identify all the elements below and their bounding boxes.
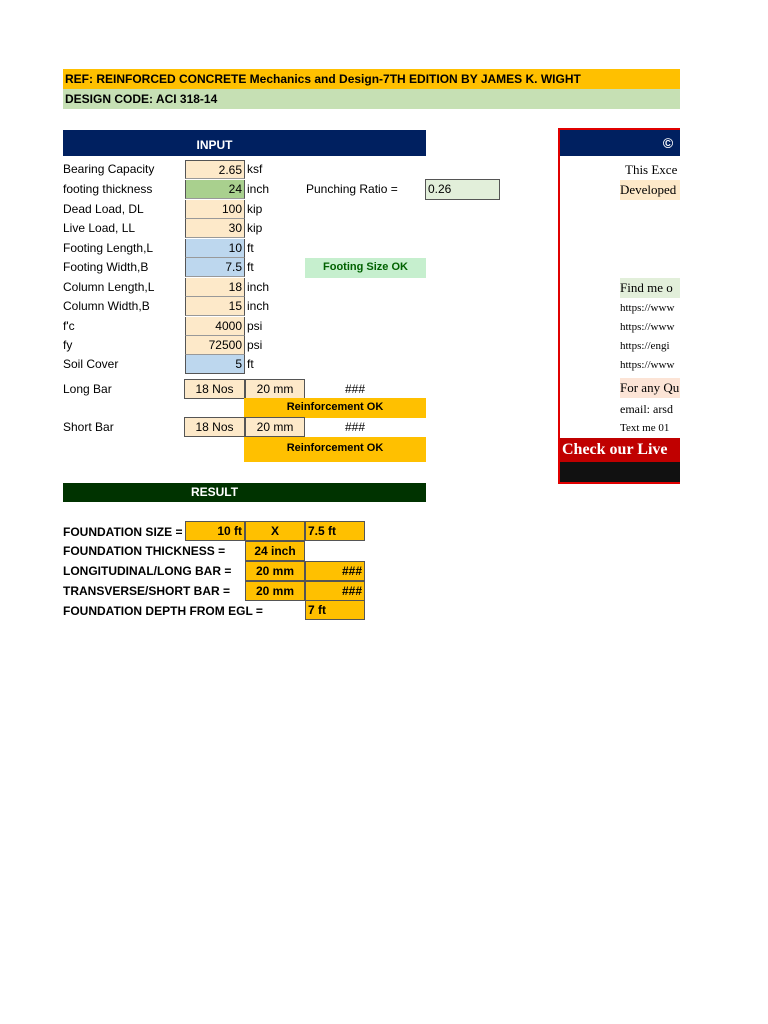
short-bar-diameter[interactable]: 20 mm	[245, 417, 305, 437]
input-value[interactable]: 100	[185, 200, 245, 219]
reference-banner	[63, 69, 680, 89]
input-label: Column Width,B	[63, 299, 150, 313]
input-label: Dead Load, DL	[63, 202, 144, 216]
input-value[interactable]: 30	[185, 219, 245, 238]
input-unit: ksf	[247, 162, 263, 176]
foundation-thickness-label: FOUNDATION THICKNESS =	[63, 544, 226, 558]
input-value[interactable]: 4000	[185, 317, 245, 336]
input-label: Column Length,L	[63, 280, 155, 294]
foundation-depth-label: FOUNDATION DEPTH FROM EGL =	[63, 604, 263, 618]
input-unit: inch	[247, 299, 270, 313]
copyright-icon: ©	[662, 135, 674, 151]
input-value[interactable]: 24	[185, 180, 245, 199]
input-unit: psi	[247, 319, 263, 333]
result-section-header	[63, 483, 426, 502]
input-label: Soil Cover	[63, 357, 119, 371]
input-value[interactable]: 2.65	[185, 160, 245, 179]
link-4[interactable]: https://www	[620, 359, 675, 371]
short-bar-count[interactable]: 18 Nos	[184, 417, 245, 437]
foundation-size-label: FOUNDATION SIZE =	[63, 525, 183, 539]
input-value[interactable]: 18	[185, 278, 245, 297]
foundation-size-x: X	[245, 521, 305, 541]
query-label: For any Qu	[620, 378, 680, 398]
info-panel	[558, 128, 680, 484]
link-2[interactable]: https://www	[620, 321, 675, 333]
foundation-thickness-value: 24 inch	[245, 541, 305, 561]
input-unit: psi	[247, 338, 263, 352]
input-label: Live Load, LL	[63, 221, 136, 235]
input-value[interactable]: 10	[185, 239, 245, 258]
find-me-label: Find me o	[620, 278, 680, 298]
input-unit: inch	[247, 280, 270, 294]
input-label: Footing Width,B	[63, 260, 149, 274]
long-bar-count[interactable]: 18 Nos	[184, 379, 245, 399]
design-code-banner	[63, 89, 680, 109]
input-section-header	[63, 130, 426, 156]
input-value[interactable]: 15	[185, 297, 245, 316]
check-live-banner[interactable]	[560, 438, 680, 462]
input-value[interactable]: 72500	[185, 336, 245, 355]
reference-text: REF: REINFORCED CONCRETE Mechanics and Design-7TH EDITION BY JAMES K. WIGHT	[65, 72, 581, 86]
info-line-1: This Exce	[625, 162, 678, 177]
input-unit: kip	[247, 221, 263, 235]
input-unit: ft	[247, 241, 254, 255]
input-label: Footing Length,L	[63, 241, 154, 255]
short-bar-label: Short Bar	[63, 420, 114, 434]
info-footer-bar	[560, 462, 680, 484]
short-bar-status: Reinforcement OK	[244, 437, 426, 462]
foundation-size-width: 7.5 ft	[305, 521, 365, 541]
input-value[interactable]: 7.5	[185, 258, 245, 277]
long-bar-label: Long Bar	[63, 382, 112, 396]
info-panel-header	[560, 130, 680, 156]
long-bar-result-label: LONGITUDINAL/LONG BAR =	[63, 564, 232, 578]
email-text[interactable]: email: arsd	[620, 402, 673, 416]
input-label: fy	[63, 338, 73, 352]
punching-ratio-value[interactable]: 0.26	[425, 179, 500, 200]
input-unit: ft	[247, 357, 254, 371]
input-value[interactable]: 5	[185, 355, 245, 374]
input-label: f'c	[63, 319, 75, 333]
input-unit: ft	[247, 260, 254, 274]
short-bar-spacing: ###	[344, 420, 366, 434]
foundation-depth-value: 7 ft	[305, 600, 365, 620]
design-code-text: DESIGN CODE: ACI 318-14	[65, 92, 218, 106]
link-1[interactable]: https://www	[620, 302, 675, 314]
input-unit: kip	[247, 202, 263, 216]
long-bar-spacing: ###	[344, 382, 366, 396]
link-3[interactable]: https://engi	[620, 340, 670, 352]
foundation-size-length: 10 ft	[185, 521, 245, 541]
long-bar-result-diameter: 20 mm	[245, 561, 305, 581]
input-unit: inch	[247, 182, 270, 196]
result-title: RESULT	[190, 485, 239, 499]
short-bar-result-diameter: 20 mm	[245, 581, 305, 601]
check-live-text: Check our Live	[562, 441, 668, 458]
long-bar-diameter[interactable]: 20 mm	[245, 379, 305, 399]
info-line-2: Developed	[620, 180, 680, 200]
input-title: INPUT	[196, 138, 233, 152]
text-me: Text me 01	[620, 422, 670, 434]
input-label: Bearing Capacity	[63, 162, 155, 176]
footing-status-badge: Footing Size OK	[305, 258, 426, 278]
input-label: footing thickness	[63, 182, 153, 196]
long-bar-result-spacing: ###	[305, 561, 365, 581]
long-bar-status: Reinforcement OK	[244, 398, 426, 418]
short-bar-result-spacing: ###	[305, 581, 365, 601]
short-bar-result-label: TRANSVERSE/SHORT BAR =	[63, 584, 231, 598]
punching-ratio-label: Punching Ratio =	[306, 182, 398, 196]
